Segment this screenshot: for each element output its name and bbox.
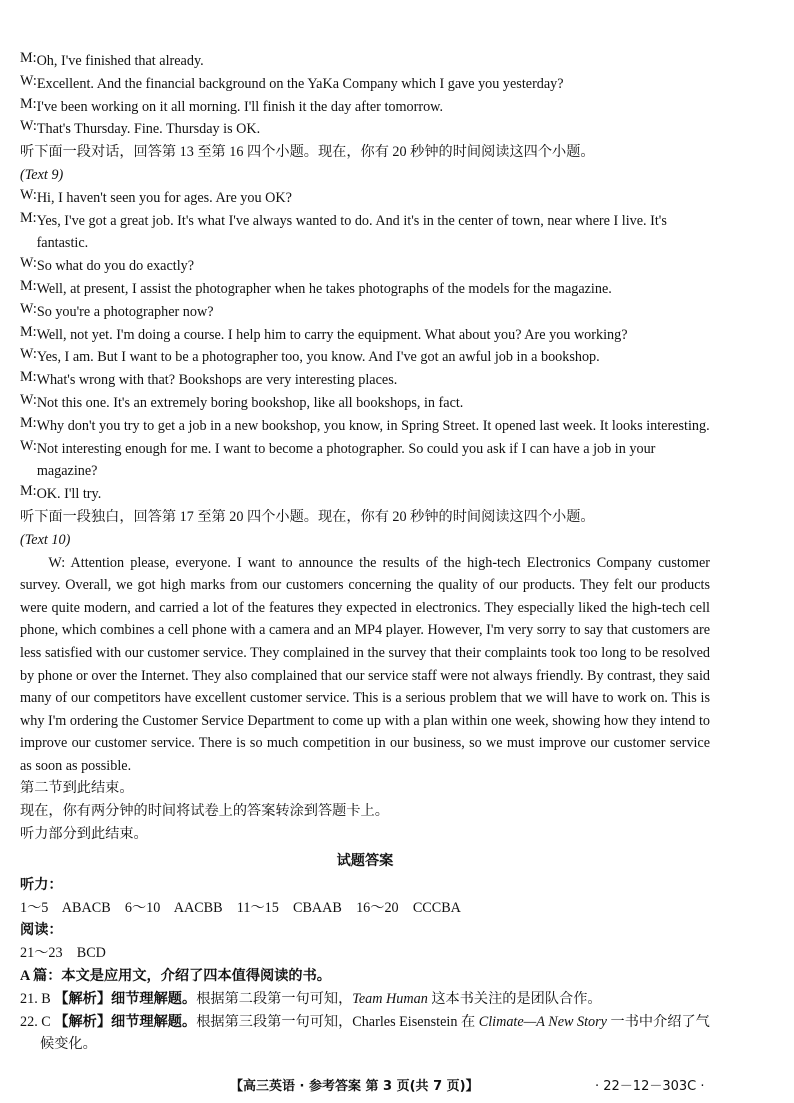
monologue-paragraph: W: Attention please, everyone. I want to announce the results of the high-tech Electronics Company customer survey. Overall, we got high marks from our customers concerning the quality of our products. They felt our products were quite modern, and carried a lot of the features they expected in electronics. They especially liked the high-tech cell phone, which combines a cell phone with a camera and an MP4 player. However, I'm very sorry to say that customers are less satisfied with our customer service. They complained in the survey that their complaints took too long to be resolved by phone or over the Internet. They also complained that our service staff were not always friendly. By contrast, they said many of our competitors have excellent customer service. This is a serious problem that we will have to work on. This is why I'm ordering the Customer Service Department to come up with a plan within one week, showing how they intend to improve our customer service. There is so much competition in our business, so we must improve our customer service as soon as possible. bbox=[20, 554, 710, 774]
text9-label: (Text 9) bbox=[20, 166, 64, 183]
passage-a-summary: A 篇：本文是应用文，介绍了四本值得阅读的书。 bbox=[20, 968, 331, 985]
reading-answers: 21～23 BCD bbox=[20, 945, 106, 962]
analysis-text: 一书中介绍了气候变化。 bbox=[40, 1013, 710, 1053]
answer-21 bbox=[20, 988, 710, 1011]
answer-key-page bbox=[20, 50, 710, 1056]
footer-code: · 22－12－303C · bbox=[595, 1079, 705, 1094]
dialogue-line: W: Excellent. And the financial background on the YaKa Company which I gave you yesterday? bbox=[20, 72, 564, 92]
analysis-tag: 【解析】细节理解题。 bbox=[54, 1013, 197, 1030]
dialogue-line: M: Why don't you try to get a job in a new bookshop, you know, in Spring Street. It opened last week. It looks interesting. bbox=[20, 414, 710, 434]
reading-label: 阅读： bbox=[20, 922, 63, 939]
dialogue-line: M: Well, not yet. I'm doing a course. I help him to carry the equipment. What about you? Are you working? bbox=[20, 323, 628, 343]
dialogue-line: M: I've been working on it all morning. I'll finish it the day after tomorrow. bbox=[20, 95, 444, 115]
answer-number: 22. C bbox=[20, 1013, 51, 1030]
dialogue-line: W: Yes, I am. But I want to be a photographer too, you know. And I've got an awful job in a bookshop. bbox=[20, 346, 600, 366]
dialogue-a bbox=[20, 50, 710, 141]
analysis-text: 这本书关注的是团队合作。 bbox=[427, 990, 602, 1007]
closing-line: 第二节到此结束。 bbox=[20, 780, 134, 797]
dialogue-line: M: Yes, I've got a great job. It's what I've always wanted to do. And it's in the center of town, near where I live. It's fantastic. bbox=[20, 209, 667, 252]
dialogue-b bbox=[20, 187, 710, 506]
dialogue-line: W: Hi, I haven't seen you for ages. Are you OK? bbox=[20, 186, 292, 206]
book-title: Climate—A New Story bbox=[478, 1013, 607, 1030]
footer-label: 【高三英语 · 参考答案 第 3 页(共 7 页)】 bbox=[230, 1079, 479, 1094]
instruction-13-16: 听下面一段对话，回答第 13 至第 16 四个小题。现在，你有 20 秒钟的时间阅读这四个小题。 bbox=[20, 144, 595, 161]
answers-title: 试题答案 bbox=[336, 852, 394, 869]
listening-label: 听力： bbox=[20, 876, 63, 893]
text10-label: (Text 10) bbox=[20, 531, 71, 548]
answer-number: 21. B bbox=[20, 990, 51, 1007]
instruction-17-20: 听下面一段独白，回答第 17 至第 20 四个小题。现在，你有 20 秒钟的时间阅读这四个小题。 bbox=[20, 508, 595, 525]
dialogue-line: W: So what do you do exactly? bbox=[20, 255, 195, 275]
dialogue-line: M: OK. I'll try. bbox=[20, 483, 102, 503]
dialogue-line: M: Well, at present, I assist the photographer when he takes photographs of the models for the magazine. bbox=[20, 277, 612, 297]
closing-line: 听力部分到此结束。 bbox=[20, 826, 148, 843]
dialogue-line: M: What's wrong with that? Bookshops are very interesting places. bbox=[20, 369, 398, 389]
analysis-text: 根据第三段第一句可知，Charles Eisenstein 在 bbox=[196, 1013, 479, 1030]
listening-answers: 1～5 ABACB 6～10 AACBB 11～15 CBAAB 16～20 CCCBA bbox=[20, 899, 461, 916]
closing-line: 现在，你有两分钟的时间将试卷上的答案转涂到答题卡上。 bbox=[20, 803, 389, 820]
answer-22 bbox=[20, 1011, 710, 1057]
dialogue-line: W: That's Thursday. Fine. Thursday is OK. bbox=[20, 118, 261, 138]
dialogue-line: W: So you're a photographer now? bbox=[20, 300, 214, 320]
dialogue-line: W: Not this one. It's an extremely boring bookshop, like all bookshops, in fact. bbox=[20, 391, 464, 411]
dialogue-line: W: Not interesting enough for me. I want to become a photographer. So could you ask if I can have a job in your magazine? bbox=[20, 437, 656, 480]
book-title: Team Human bbox=[352, 990, 428, 1007]
analysis-text: 根据第二段第一句可知， bbox=[196, 990, 353, 1007]
analysis-tag: 【解析】细节理解题。 bbox=[54, 990, 197, 1007]
dialogue-line: M: Oh, I've finished that already. bbox=[20, 50, 204, 69]
